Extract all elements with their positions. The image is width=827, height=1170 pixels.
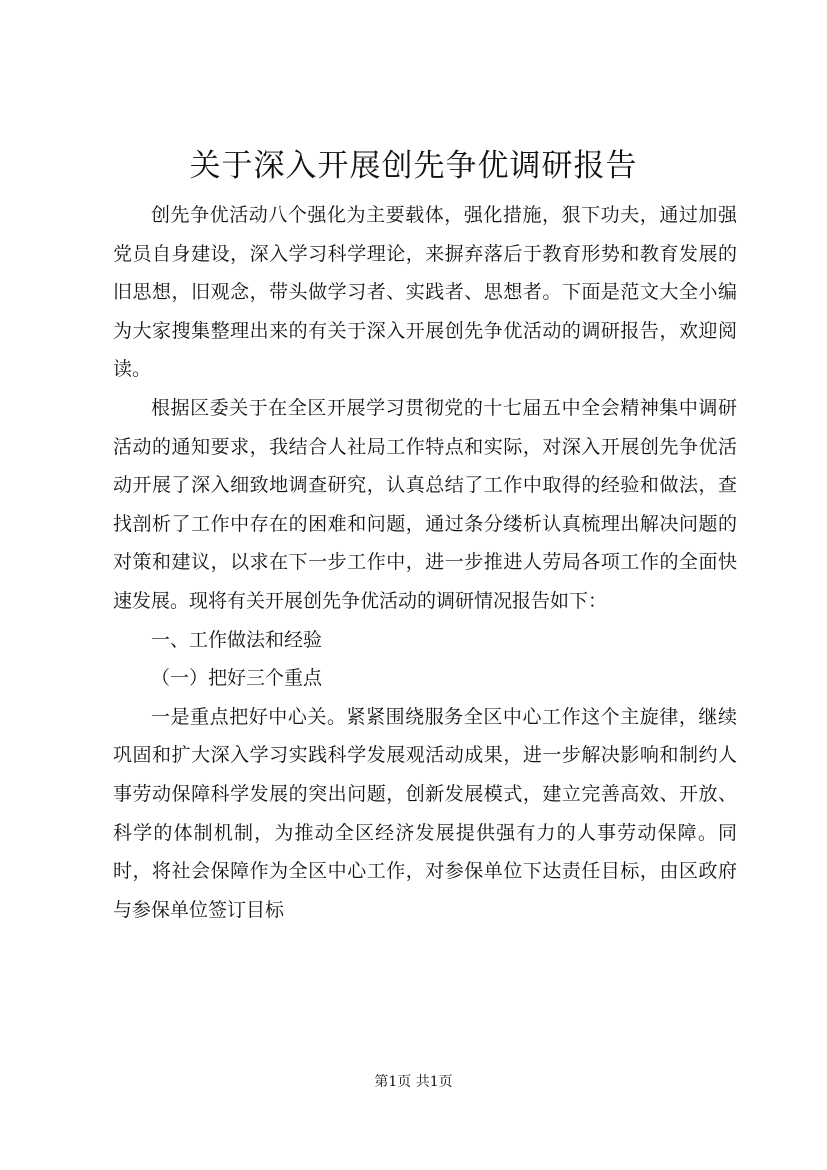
- paragraph-point-one: 一是重点把好中心关。紧紧围绕服务全区中心工作这个主旋律，继续巩固和扩大深入学习实践科学发展观活动成果，进一步解决影响和制约人事劳动保障科学发展的突出问题，创新发展模式，建立完善高效、开放、科学的体制机制，为推动全区经济发展提供强有力的人事劳动保障。同时，将社会保障作为全区中心工作，对参保单位下达责任目标，由区政府与参保单位签订目标: [113, 705, 737, 921]
- document-body: [113, 196, 737, 929]
- page-footer: 第1页 共1页: [374, 1074, 453, 1090]
- section-heading: 一、工作做法和经验: [151, 628, 323, 651]
- document-title: 关于深入开展创先争优调研报告: [189, 148, 638, 184]
- subsection-heading: （一）把好三个重点: [151, 667, 323, 690]
- paragraph-background: 根据区委关于在全区开展学习贯彻党的十七届五中全会精神集中调研活动的通知要求，我结合人社局工作特点和实际，对深入开展创先争优活动开展了深入细致地调查研究，认真总结了工作中取得的经验和做法，查找剖析了工作中存在的困难和问题，通过条分缕析认真梳理出解决问题的对策和建议，以求在下一步工作中，进一步推进人劳局各项工作的全面快速发展。现将有关开展创先争优活动的调研情况报告如下：: [113, 396, 737, 612]
- paragraph-intro: 创先争优活动八个强化为主要载体，强化措施，狠下功夫，通过加强党员自身建设，深入学习科学理论，来摒弃落后于教育形势和教育发展的旧思想，旧观念，带头做学习者、实践者、思想者。下面是范文大全小编为大家搜集整理出来的有关于深入开展创先争优活动的调研报告，欢迎阅读。: [113, 204, 737, 381]
